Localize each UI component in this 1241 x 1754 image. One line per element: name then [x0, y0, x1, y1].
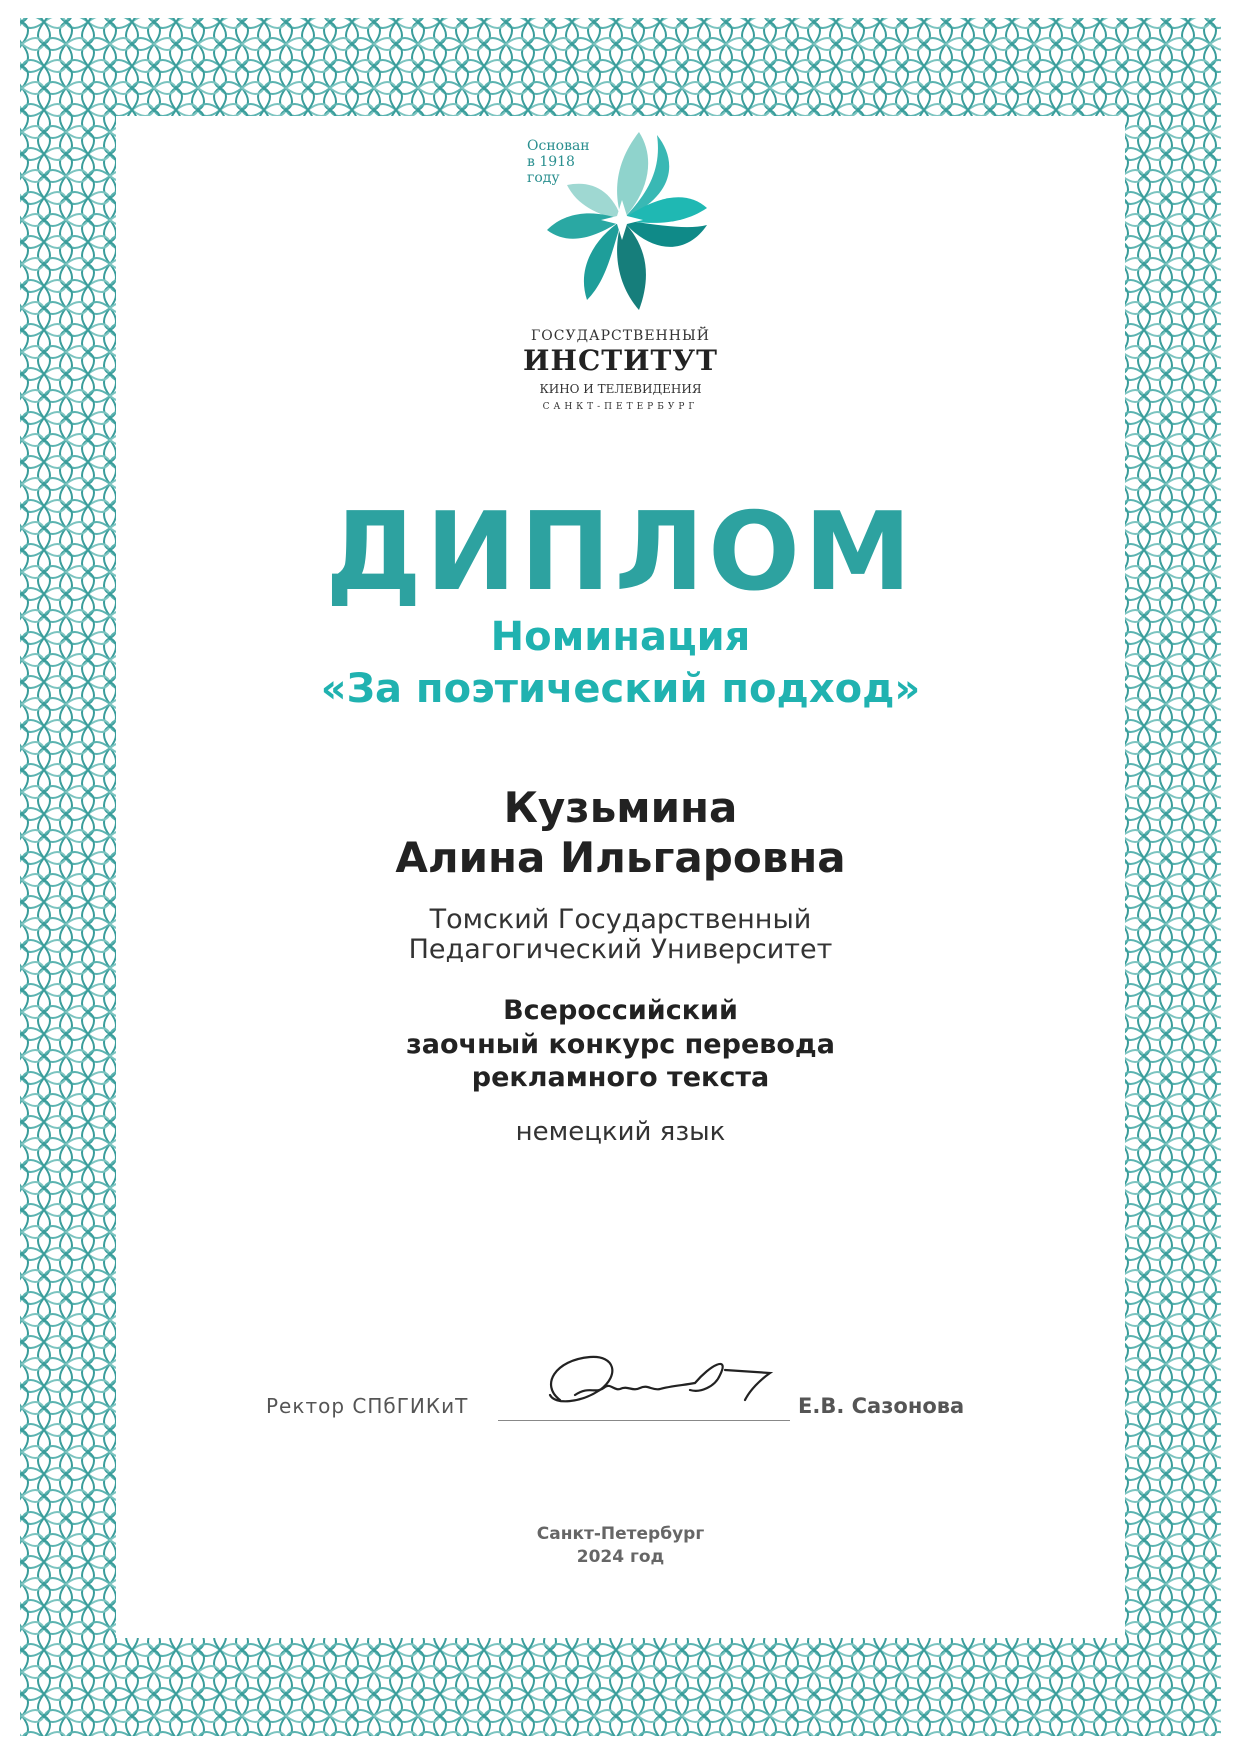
university-line-1: Томский Государственный — [429, 904, 812, 935]
contest-line-3: рекламного текста — [471, 1062, 770, 1093]
institute-line-1: ГОСУДАРСТВЕННЫЙ — [531, 328, 710, 344]
founded-line-1: Основан — [527, 138, 590, 154]
founded-line-3: году — [527, 170, 560, 186]
institute-city: САНКТ-ПЕТЕРБУРГ — [542, 402, 699, 412]
diploma-title: ДИПЛОМ — [325, 490, 916, 615]
footer-year: 2024 год — [576, 1547, 665, 1567]
contest-language: немецкий язык — [515, 1117, 726, 1147]
institute-name: ИНСТИТУТ — [523, 344, 718, 377]
nomination-name: «За поэтический подход» — [320, 666, 921, 712]
four-petal-flower-icon — [527, 130, 717, 310]
rector-name: Е.В. Сазонова — [798, 1394, 965, 1418]
rector-label: Ректор СПбГИКиТ — [266, 1394, 469, 1418]
nomination-label: Номинация — [490, 614, 751, 660]
university-line-2: Педагогический Университет — [408, 934, 833, 965]
recipient-given-names: Алина Ильгаровна — [395, 833, 846, 882]
recipient-surname: Кузьмина — [503, 783, 738, 832]
footer-city: Санкт-Петербург — [536, 1524, 705, 1544]
signature-line — [498, 1420, 790, 1421]
handwritten-signature — [520, 1345, 780, 1420]
contest-line-2: заочный конкурс перевода — [406, 1029, 835, 1060]
contest-line-1: Всероссийский — [503, 995, 738, 1026]
founded-line-2: в 1918 — [527, 154, 575, 170]
institute-line-3: КИНО И ТЕЛЕВИДЕНИЯ — [539, 382, 702, 396]
